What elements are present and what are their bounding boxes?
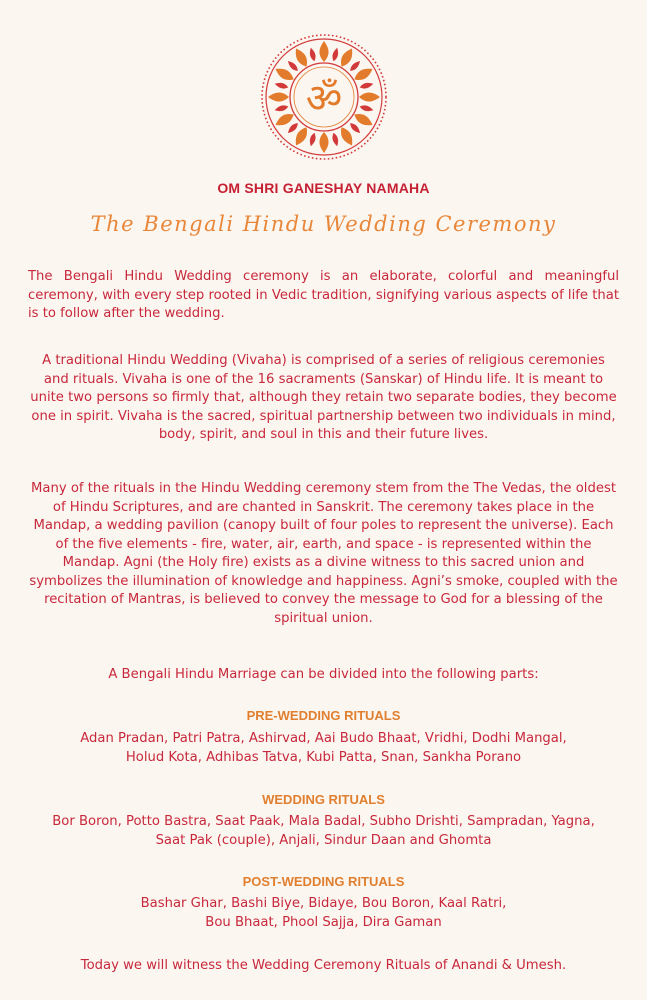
pre-wedding-heading: PRE-WEDDING RITUALS xyxy=(246,708,401,723)
post-wedding-rituals xyxy=(20,894,627,932)
intro-paragraph: The Bengali Hindu Wedding ceremony is an elaborate, colorful and meaningful ceremony, with every step rooted in Vedic tradition, signifying various aspects of life that is to follow after the wedding. xyxy=(28,269,619,321)
vivaha-paragraph: A traditional Hindu Wedding (Vivaha) is comprised of a series of religious ceremonies and rituals. Vivaha is one of the 16 sacraments (Sanskar) of Hindu life. It is meant to unite two persons so firmly that, although they retain two separate bodies, they become one in spirit. Vivaha is the sacred, spiritual partnership between two individuals in mind, body, spirit, and soul in this and their future lives. xyxy=(30,353,617,442)
vedas-paragraph: Many of the rituals in the Hindu Wedding ceremony stem from the The Vedas, the oldest of Hindu Scriptures, and are chanted in Sanskrit. The ceremony takes place in the Mandap, a wedding pavilion (canopy built of four poles to represent the universe). Each of the five elements - fire, water, air, earth, and space - is represented within the Mandap. Agni (the Holy fire) exists as a divine witness to this sacred union and symbolizes the illumination of knowledge and happiness. Agni’s smoke, coupled with the recitation of Mantras, is believed to convey the message to God for a blessing of the spiritual union. xyxy=(29,481,618,626)
page-title: The Bengali Hindu Wedding Ceremony xyxy=(90,212,557,236)
closing-line: Today we will witness the Wedding Ceremony Rituals of Anandi & Umesh. xyxy=(80,958,567,973)
pre-wedding-line-1: Adan Pradan, Patri Patra, Ashirvad, Aai Budo Bhaat, Vridhi, Dodhi Mangal, xyxy=(80,731,567,746)
svg-text:ॐ: ॐ xyxy=(305,76,343,122)
wedding-line-1: Bor Boron, Potto Bastra, Saat Paak, Mala Badal, Subho Drishti, Sampradan, Yagna, xyxy=(52,814,595,829)
post-wedding-line-2: Bou Bhaat, Phool Sajja, Dira Gaman xyxy=(205,915,442,930)
post-wedding-line-1: Bashar Ghar, Bashi Biye, Bidaye, Bou Boron, Kaal Ratri, xyxy=(140,896,507,911)
parts-paragraph: A Bengali Hindu Marriage can be divided into the following parts: xyxy=(108,667,539,682)
invocation-heading: OM SHRI GANESHAY NAMAHA xyxy=(217,180,430,196)
om-mandala-icon xyxy=(259,32,389,162)
wedding-heading: WEDDING RITUALS xyxy=(262,792,385,807)
pre-wedding-rituals xyxy=(20,729,627,767)
post-wedding-heading: POST-WEDDING RITUALS xyxy=(242,874,405,889)
wedding-rituals xyxy=(20,812,627,850)
wedding-line-2: Saat Pak (couple), Anjali, Sindur Daan and Ghomta xyxy=(155,833,492,848)
pre-wedding-line-2: Holud Kota, Adhibas Tatva, Kubi Patta, Snan, Sankha Porano xyxy=(125,750,522,765)
